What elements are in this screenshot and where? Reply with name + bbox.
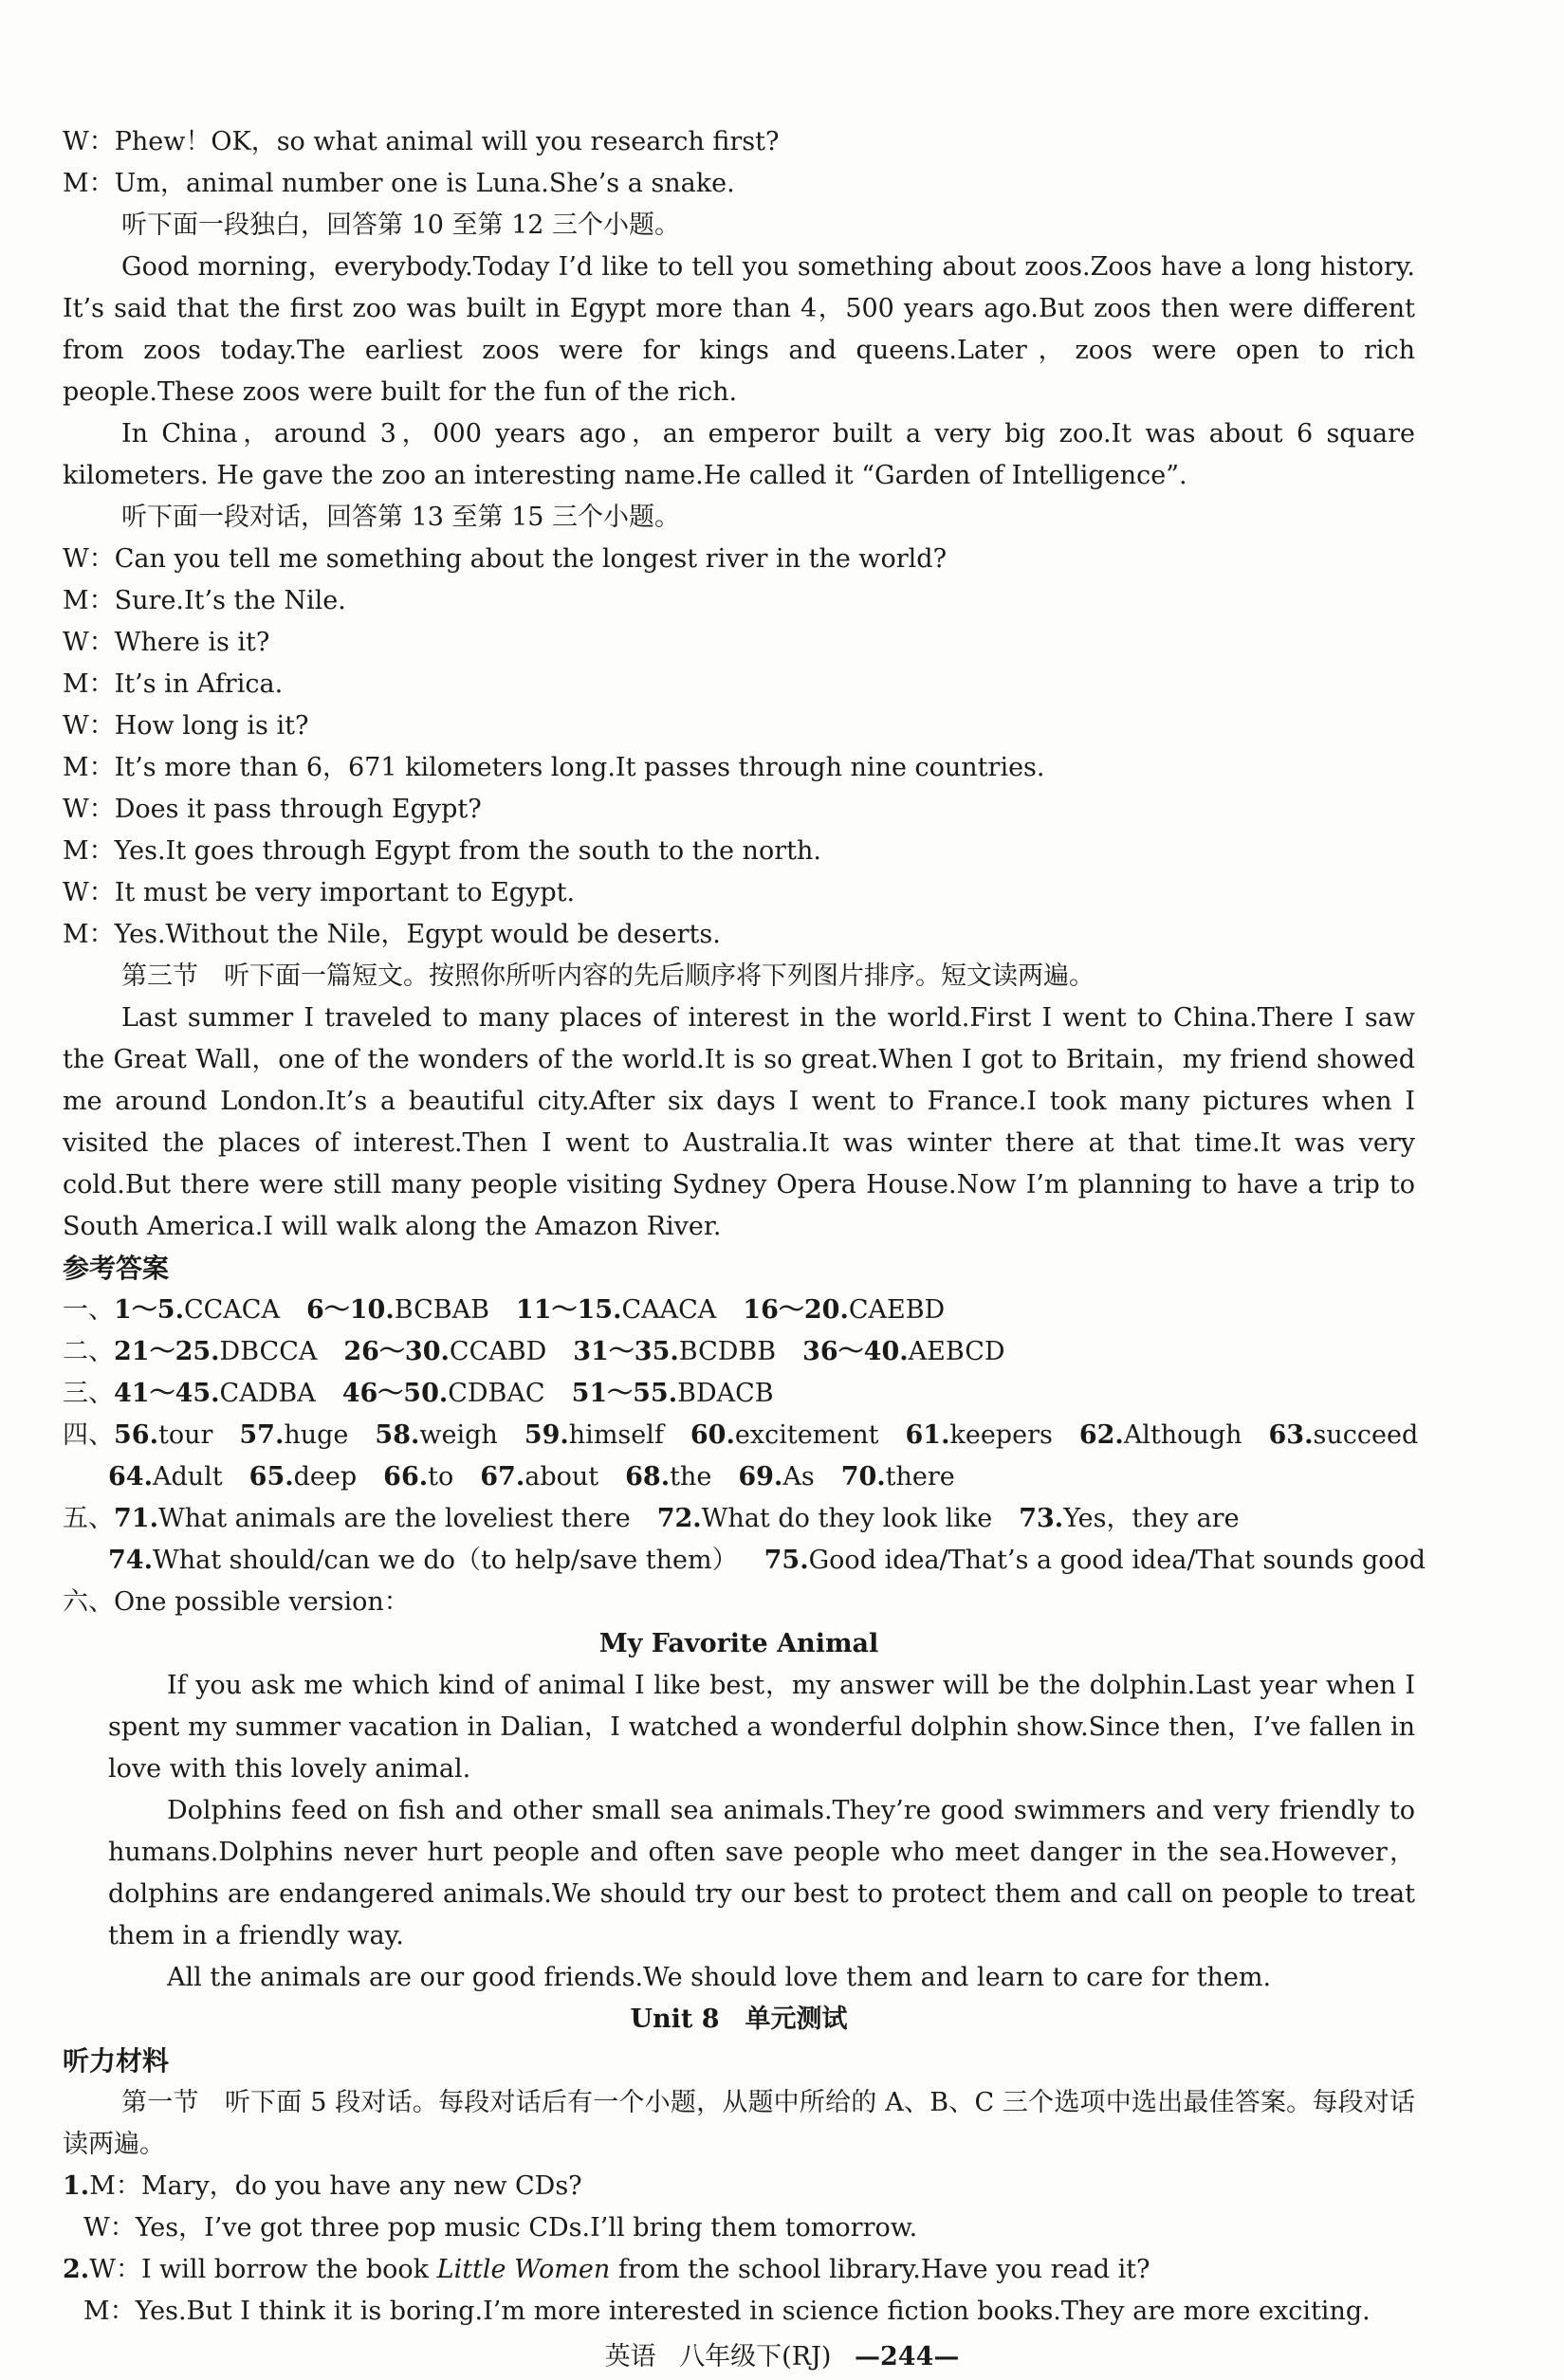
- answer-item: [114, 1379, 316, 1408]
- listening-heading: 听力材料: [63, 2045, 170, 2077]
- answer-number: 6～10.: [305, 1295, 395, 1325]
- answer-item: [572, 1379, 774, 1408]
- answer-item: [738, 1462, 814, 1492]
- answer-item: [802, 1337, 1004, 1366]
- page-number: —244—: [855, 2342, 960, 2371]
- answer-value: Good idea/That’s a good idea/That sounds good: [808, 1546, 1426, 1575]
- answer-value: CCABD: [449, 1337, 547, 1366]
- dialogue-text: from the school library.Have you read it?: [610, 2255, 1150, 2284]
- answer-number: 21～25.: [114, 1337, 220, 1366]
- answer-value: huge: [284, 1420, 349, 1450]
- answer-item: [524, 1420, 664, 1450]
- answer-item: [306, 1295, 489, 1325]
- section3-passage: Last summer I traveled to many places of interest in the world.First I went to China.There I saw the Great Wall，one of the wonders of the world.It is so great.When I got to Britain，my friend showed me around London.It’s a beautiful city.After six days I went to France.I took many pictures when I visited the places of interest.Then I went to Australia.It was winter there at that time.It was very cold.But there were still many people visiting Sydney Opera House.Now I’m planning to have a trip to South America.I will walk along the Amazon River.: [63, 1003, 1415, 1241]
- answer-item: [743, 1295, 945, 1325]
- answer-number: 63.: [1268, 1420, 1314, 1450]
- answer-value: Yes，they are: [1063, 1504, 1240, 1533]
- answer-number: 65.: [248, 1462, 294, 1492]
- section1-instruction: 第一节 听下面 5 段对话。每段对话后有一个小题，从题中所给的 A、B、C 三个选项中选出最佳答案。每段对话读两遍。: [63, 2088, 1415, 2159]
- essay-title: My Favorite Animal: [598, 1629, 879, 1658]
- answer-value: CDBAC: [448, 1379, 545, 1408]
- dialogue-line: M：It’s more than 6，671 kilometers long.It passes through nine countries.: [63, 753, 1045, 782]
- essay-paragraph: Dolphins feed on fish and other small sea animals.They’re good swimmers and very friendly to humans.Dolphins never hurt people and often save people who meet danger in the sea.However，dolphins are endangered animals.We should try our best to protect them and call on people to treat them in a friendly way.: [108, 1796, 1415, 1950]
- answer-value: CAEBD: [848, 1295, 946, 1325]
- answer-item: [114, 1337, 317, 1366]
- answer-value: deep: [293, 1462, 358, 1492]
- dialogue-line: [63, 2166, 1415, 2207]
- monologue-paragraph: In China，around 3，000 years ago，an emperor built a very big zoo.It was about 6 square kilometers. He gave the zoo an interesting name.He called it “Garden of Intelligence”.: [63, 419, 1415, 490]
- answer-value: DBCCA: [219, 1337, 318, 1366]
- answer-value: about: [524, 1462, 599, 1492]
- answer-item: [1269, 1420, 1419, 1450]
- answer-number: 1～5.: [114, 1295, 184, 1325]
- dialogue-line: W：It must be very important to Egypt.: [63, 878, 576, 907]
- essay-intro: 六、One possible version：: [63, 1587, 410, 1617]
- answer-row: [63, 1540, 1426, 1582]
- answer-item: [906, 1420, 1053, 1450]
- instruction-13-15: 听下面一段对话，回答第 13 至第 15 三个小题。: [121, 503, 681, 532]
- answer-value: Adult: [152, 1462, 223, 1492]
- footer-grade: 八年级下(RJ): [679, 2342, 832, 2371]
- essay-paragraph: If you ask me which kind of animal I like best，my answer will be the dolphin.Last year when I spent my summer vacation in Dalian，I watched a wonderful dolphin show.Since then，I’ve fallen in love with this lovely animal.: [108, 1671, 1415, 1784]
- answer-number: 11～15.: [515, 1295, 622, 1325]
- answer-number: 69.: [738, 1462, 783, 1492]
- answer-value: Although: [1123, 1420, 1242, 1450]
- answer-number: 64.: [108, 1462, 153, 1492]
- dialogue-line: W：Does it pass through Egypt?: [63, 795, 482, 824]
- answer-number: 41～45.: [114, 1379, 220, 1408]
- answer-item: [342, 1379, 545, 1408]
- answer-item: [375, 1420, 497, 1450]
- page-footer: [0, 2340, 1564, 2374]
- answer-value: there: [885, 1462, 955, 1492]
- answer-number: 36～40.: [802, 1337, 909, 1366]
- monologue-paragraph: Good morning，everybody.Today I’d like to tell you something about zoos.Zoos have a long history. It’s said that the first zoo was built in Egypt more than 4，500 years ago.But zoos then were different from zoos today.The earliest zoos were for kings and queens.Later，zoos were open to rich people.These zoos were built for the fun of the rich.: [63, 252, 1415, 407]
- answer-row-prefix: 二、: [63, 1337, 114, 1366]
- question-number: 2.: [63, 2255, 90, 2284]
- answer-number: 67.: [480, 1462, 525, 1492]
- dialogue-line: W：Can you tell me something about the longest river in the world?: [63, 544, 948, 574]
- answer-number: 59.: [524, 1420, 569, 1450]
- answer-value: BDACB: [677, 1379, 774, 1408]
- answer-row: [63, 1331, 1415, 1373]
- answer-number: 74.: [108, 1546, 153, 1575]
- dialogue-line: W：Yes，I’ve got three pop music CDs.I’ll bring them tomorrow.: [83, 2213, 918, 2243]
- answer-number: 56.: [114, 1420, 158, 1450]
- answer-item: [114, 1295, 280, 1325]
- dialogue-line: W：How long is it?: [63, 711, 309, 741]
- dialogue-line: W：Where is it?: [63, 628, 270, 657]
- dialogue-line: M：Yes.But I think it is boring.I’m more interested in science fiction books.They are more exciting.: [83, 2297, 1371, 2326]
- answer-item: [114, 1420, 212, 1450]
- answer-number: 16～20.: [743, 1295, 849, 1325]
- answer-value: BCDBB: [678, 1337, 777, 1366]
- answer-row-prefix: 四、: [63, 1420, 114, 1450]
- answer-row: [63, 1415, 1419, 1456]
- answer-number: 26～30.: [343, 1337, 450, 1366]
- answer-value: keepers: [949, 1420, 1053, 1450]
- answer-number: 66.: [383, 1462, 429, 1492]
- answer-number: 73.: [1019, 1504, 1064, 1533]
- answer-item: [383, 1462, 453, 1492]
- answer-value: What animals are the loveliest there: [157, 1504, 631, 1533]
- answer-value: What do they look like: [701, 1504, 993, 1533]
- answer-item: [1019, 1504, 1239, 1533]
- answer-item: [764, 1546, 1426, 1575]
- answer-value: to: [428, 1462, 454, 1492]
- answer-item: [114, 1504, 631, 1533]
- answer-key: [63, 1290, 1426, 1582]
- answer-item: [480, 1462, 598, 1492]
- answer-value: CAACA: [621, 1295, 717, 1325]
- answer-value: CCACA: [183, 1295, 280, 1325]
- answer-number: 70.: [840, 1462, 886, 1492]
- book-title: Little Women: [436, 2255, 611, 2284]
- answers-heading: 参考答案: [63, 1253, 170, 1284]
- answer-value: As: [782, 1462, 815, 1492]
- dialogue-line: M：Um，animal number one is Luna.She’s a snake.: [63, 169, 735, 198]
- unit-title: Unit 8 单元测试: [630, 2005, 848, 2034]
- answer-value: himself: [568, 1420, 664, 1450]
- answer-row: [63, 1290, 1415, 1331]
- answer-item: [841, 1462, 955, 1492]
- answer-number: 68.: [625, 1462, 671, 1492]
- answer-row-prefix: 五、: [63, 1504, 114, 1533]
- answer-value: CADBA: [219, 1379, 316, 1408]
- answer-item: [573, 1337, 776, 1366]
- answer-number: 71.: [114, 1504, 158, 1533]
- answer-number: 51～55.: [571, 1379, 678, 1408]
- answer-item: [108, 1462, 223, 1492]
- page-content: [63, 121, 1426, 2333]
- answer-row-prefix: 三、: [63, 1379, 114, 1408]
- dialogue-text: M：Mary，do you have any new CDs?: [89, 2171, 582, 2201]
- question-number: 1.: [63, 2171, 90, 2201]
- answer-row-prefix: 一、: [63, 1295, 114, 1325]
- dialogue-line: M：It’s in Africa.: [63, 669, 284, 699]
- answer-number: 60.: [690, 1420, 735, 1450]
- answer-value: excitement: [734, 1420, 879, 1450]
- answer-item: [657, 1504, 993, 1533]
- answer-number: 62.: [1078, 1420, 1124, 1450]
- footer-subject: 英语: [604, 2342, 656, 2371]
- answer-value: AEBCD: [908, 1337, 1005, 1366]
- essay-paragraph: All the animals are our good friends.We should love them and learn to care for them.: [167, 1963, 1272, 1992]
- answer-number: 72.: [656, 1504, 702, 1533]
- answer-row: [63, 1373, 1415, 1415]
- instruction-10-12: 听下面一段独白，回答第 10 至第 12 三个小题。: [121, 211, 681, 240]
- answer-number: 46～50.: [341, 1379, 449, 1408]
- answer-item: [1079, 1420, 1242, 1450]
- answer-item: [690, 1420, 879, 1450]
- answer-number: 61.: [905, 1420, 950, 1450]
- essay-body: [63, 1665, 1415, 1999]
- answer-value: BCBAB: [394, 1295, 489, 1325]
- answer-row: [63, 1498, 1415, 1540]
- answer-value: succeed: [1313, 1420, 1419, 1450]
- dialogue-line: W：Phew！OK，so what animal will you research first?: [63, 127, 780, 156]
- answer-number: 57.: [239, 1420, 285, 1450]
- dialogue-line: [63, 2249, 1415, 2291]
- answer-number: 31～35.: [573, 1337, 679, 1366]
- answer-number: 75.: [764, 1546, 809, 1575]
- answer-item: [625, 1462, 711, 1492]
- answer-item: [108, 1546, 738, 1575]
- answer-item: [239, 1420, 348, 1450]
- answer-value: What should/can we do（to help/save them）: [152, 1546, 738, 1575]
- answer-row: [63, 1456, 1415, 1498]
- dialogue-line: M：Yes.It goes through Egypt from the south to the north.: [63, 836, 821, 866]
- answer-value: weigh: [419, 1420, 498, 1450]
- section3-instruction: 第三节 听下面一篇短文。按照你所听内容的先后顺序将下列图片排序。短文读两遍。: [121, 961, 1095, 991]
- dialogue-text: W：I will borrow the book: [89, 2255, 437, 2284]
- answer-item: [343, 1337, 546, 1366]
- answer-item: [249, 1462, 358, 1492]
- answer-item: [516, 1295, 716, 1325]
- dialogue-line: M：Sure.It’s the Nile.: [63, 586, 346, 615]
- dialogue-line: M：Yes.Without the Nile，Egypt would be deserts.: [63, 920, 721, 949]
- answer-number: 58.: [375, 1420, 420, 1450]
- answer-value: tour: [157, 1420, 213, 1450]
- answer-value: the: [670, 1462, 712, 1492]
